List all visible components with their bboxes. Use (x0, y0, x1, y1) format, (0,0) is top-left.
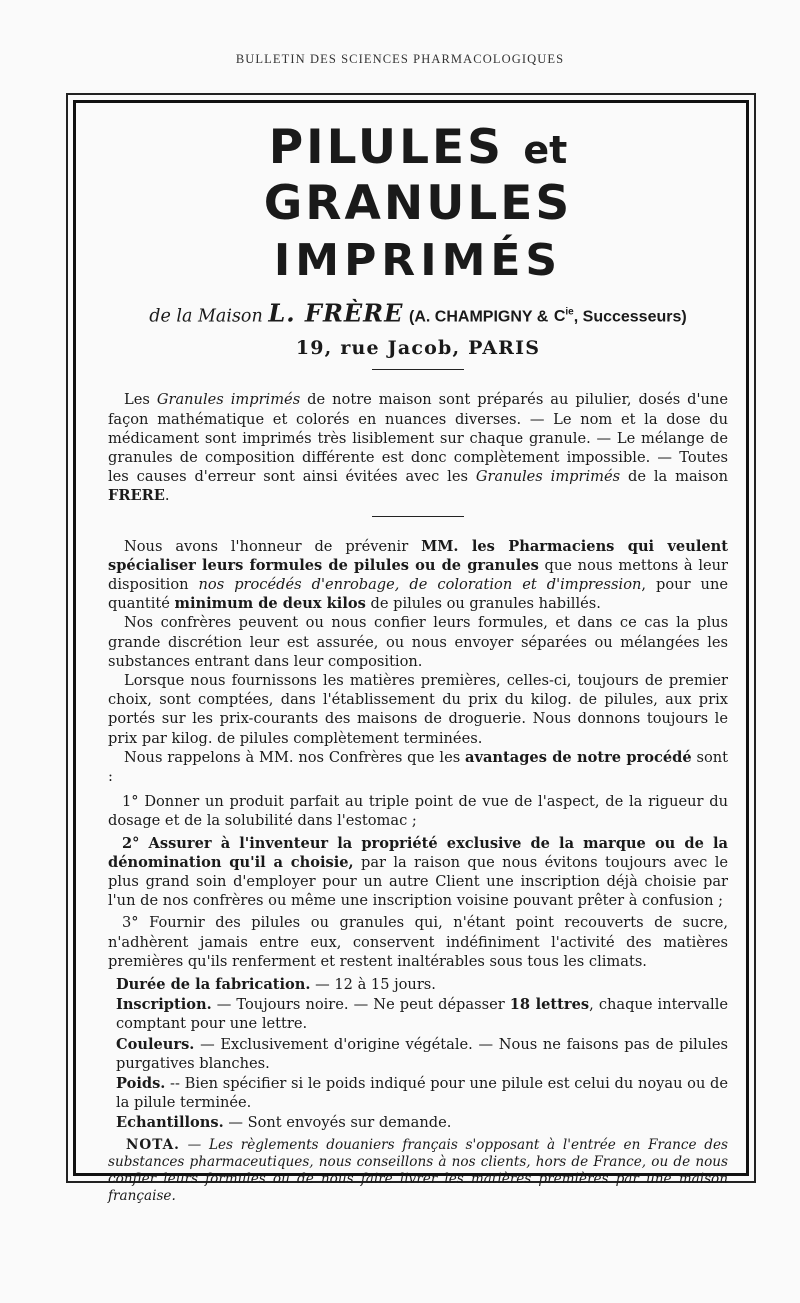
divider (372, 369, 464, 370)
offer-paragraph: Nous avons l'honneur de prévenir MM. les Pharmaciens qui veulent spécialiser leurs formules de pilules ou de granules que nous mettons à leur disposition nos procédés d'enrobage, de coloration et d'impression, pour une quantité minimum de deux kilos de pilules ou granules habillés. (108, 537, 728, 613)
address: 19, rue Jacob, PARIS (295, 337, 541, 360)
fact-poids: Poids. -- Bien spécifier si le poids indiqué pour une pilule est celui du noyau ou de la pilule terminée. (116, 1075, 728, 1112)
title-et: et (523, 128, 568, 172)
intro-paragraph: Les Granules imprimés de notre maison sont préparés au pilulier, dosés d'une façon mathématique et colorés en nuances diverses. — Le nom et la dose du médicament sont imprimés très lisiblement sur chaque granule. — Le mélange de granules de composition différente est donc complètement impossible. — Toutes les causes d'erreur sont ainsi évitées avec les Granules imprimés de la maison FRERE. (108, 391, 728, 505)
fact-couleurs: Couleurs. — Exclusivement d'origine végétale. — Nous ne faisons pas de pilules purgatives blanches. (116, 1035, 728, 1072)
offer-section (108, 537, 728, 1133)
advantage-3: 3° Fournir des pilules ou granules qui, n'étant point recouverts de sucre, n'adhèrent jamais entre eux, conservent indéfiniment l'activité des matières premières qu'ils renferment et restent inaltérables sous tous les climats. (108, 914, 728, 970)
advantage-2: 2° Assurer à l'inventeur la propriété exclusive de la marque ou de la dénomination qu'il a choisie, par la raison que nous évitons toujours avec le plus grand soin d'employer pour un autre Client une inscription déjà choisie par l'un de nos confrères ou même une inscription voisine pouvant prêter à confusion ; (108, 834, 729, 910)
advertisement-frame (66, 93, 756, 1204)
fact-echantillons: Echantillons. — Sont envoyés sur demande. (116, 1114, 452, 1132)
ad-title-line1 (108, 121, 728, 231)
maison-successors-open: (A. CHAMPIGNY & (409, 308, 549, 326)
maison-prefix: de la Maison (149, 306, 263, 327)
maison-successors-close: , Successeurs) (573, 308, 687, 326)
running-header: BULLETIN DES SCIENCES PHARMACOLOGIQUES (235, 52, 565, 66)
divider (372, 516, 464, 517)
confreres-paragraph: Nos confrères peuvent ou nous confier leurs formules, et dans ce cas la plus grande discrétion leur est assurée, ou nous envoyer séparées ou mélangées les substances entrant dans leur composition. (108, 614, 728, 670)
maison-successors-cie: $C^{ie}$ (553, 307, 574, 326)
advertisement-inner-frame (73, 100, 749, 1204)
fact-inscription: Inscription. — Toujours noire. — Ne peut dépasser 18 lettres, chaque intervalle comptant pour une lettre. (116, 996, 729, 1033)
nota-paragraph: NOTA. — Les règlements douaniers français s'opposant à l'entrée en France des substances pharmaceutiques, nous conseillons à nos clients, hors de France, ou de nous confier leurs formules ou de nous faire livrer les matières premières par une maison française. (108, 1136, 728, 1204)
facts-list (108, 975, 728, 1133)
maison-name: L. FRÈRE (268, 298, 404, 328)
advantages-list (108, 792, 728, 971)
advantage-1: 1° Donner un produit parfait au triple point de vue de l'aspect, de la rigueur du dosage et de la solubilité dans l'estomac ; (108, 793, 728, 830)
maison-line (108, 298, 728, 329)
title-granules: GRANULES (263, 176, 573, 231)
fact-duree: Durée de la fabrication. — 12 à 15 jours. (116, 976, 436, 994)
ad-title-line2: IMPRIMÉS (273, 235, 563, 286)
title-pilules: PILULES (268, 120, 504, 175)
avantages-paragraph: Nous rappelons à MM. nos Confrères que les avantages de notre procédé sont : (108, 748, 729, 785)
matieres-paragraph: Lorsque nous fournissons les matières premières, celles-ci, toujours de premier choix, sont comptées, dans l'établissement du prix du kilog. de pilules, aux prix portés sur les prix-courants des maisons de droguerie. Nous donnons toujours le prix par kilog. de pilules complètement terminées. (108, 671, 728, 747)
